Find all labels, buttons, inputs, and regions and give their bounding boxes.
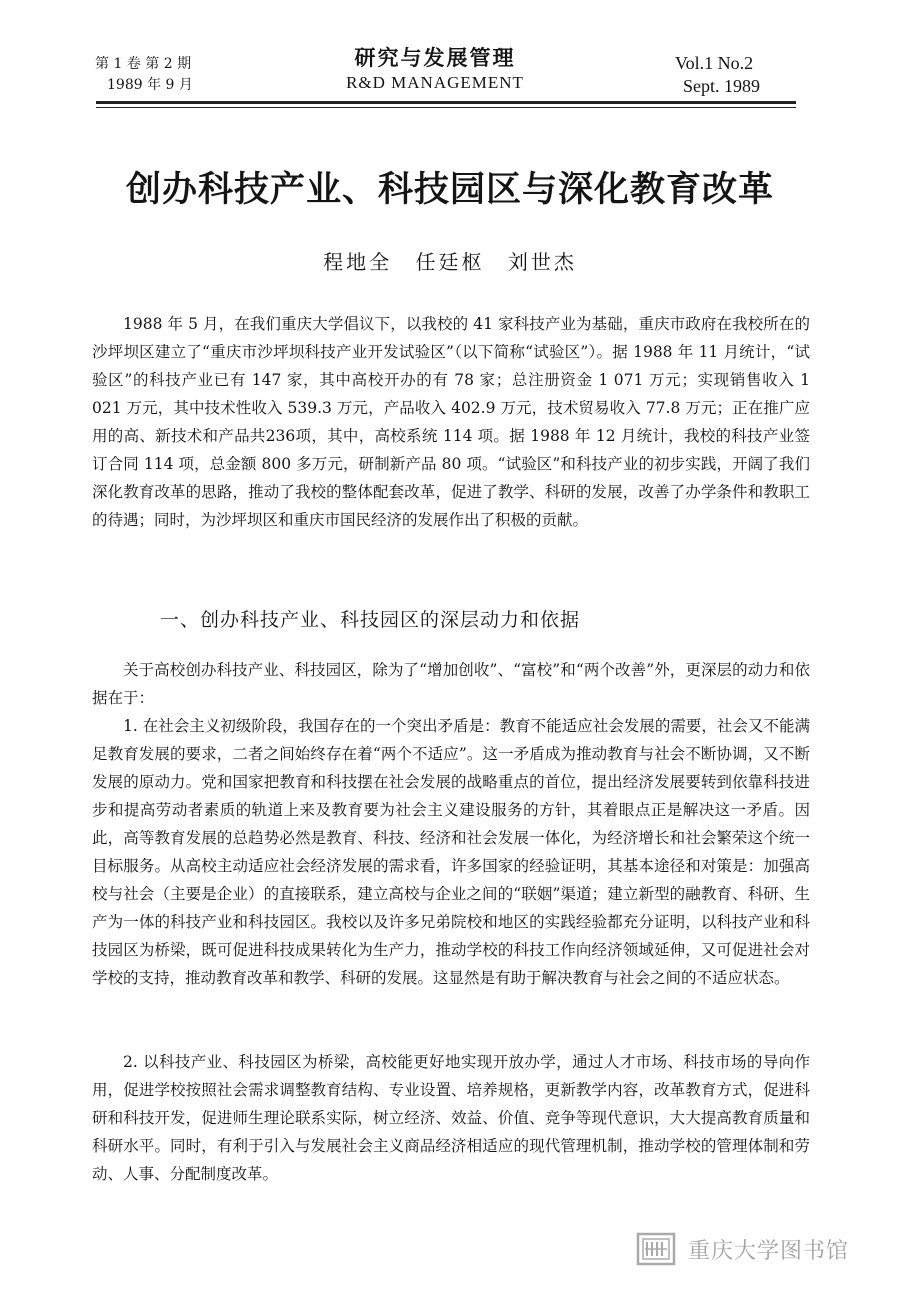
- journal-name-cn: 研究与发展管理: [354, 45, 516, 70]
- article-authors: 程地全 任廷枢 刘世杰: [323, 250, 577, 274]
- header-right: [675, 52, 760, 98]
- section-heading: 一、创办科技产业、科技园区的深层动力和依据: [160, 609, 581, 631]
- date-en: Sept. 1989: [683, 76, 761, 96]
- point-2-paragraph: 2. 以科技产业、科技园区为桥梁，高校能更好地实现开放办学，通过人才市场、科技市场的导向作用，促进学校按照社会需求调整教育结构、专业设置、培养规格，更新教学内容，改革教育方式，促进科研和科技开发，促进师生理论联系实际，树立经济、效益、价值、竞争等现代意识，大大提高教育质量和科研水平。同时，有利于引入与发展社会主义商品经济相适应的现代管理机制，推动学校的管理体制和劳动、人事、分配制度改革。: [92, 1053, 811, 1183]
- section-lead-paragraph: 关于高校创办科技产业、科技园区，除为了“增加创收”、“富校”和“两个改善”外，更深层的动力和依据在于：: [92, 661, 810, 707]
- header-left: [95, 54, 193, 96]
- library-watermark: [636, 1232, 849, 1266]
- article-title: 创办科技产业、科技园区与深化教育改革: [125, 170, 774, 210]
- point-1-paragraph: 1. 在社会主义初级阶段，我国存在的一个突出矛盾是：教育不能适应社会发展的需要，社会又不能满足教育发展的要求，二者之间始终存在着“两个不适应”。这一矛盾成为推动教育与社会不断协调，又不断发展的原动力。党和国家把教育和科技摆在社会发展的战略重点的首位，提出经济发展要转到依靠科技进步和提高劳动者素质的轨道上来及教育要为社会主义建设服务的方针，其着眼点正是解决这一矛盾。因此，高等教育发展的总趋势必然是教育、科技、经济和社会发展一体化，为经济增长和社会繁荣这个统一目标服务。从高校主动适应社会经济发展的需求看，许多国家的经验证明，其基本途径和对策是：加强高校与社会（主要是企业）的直接联系，建立高校与企业之间的“联姻”渠道；建立新型的融教育、科研、生产为一体的科技产业和科技园区。我校以及许多兄弟院校和地区的实践经验都充分证明，以科技产业和科技园区为桥梁，既可促进科技成果转化为生产力，推动学校的科技工作向经济领域延伸，又可促进社会对学校的支持，推动教育改革和教学、科研的发展。这显然是有助于解决教育与社会之间的不适应状态。: [92, 717, 810, 987]
- volume-issue-en: Vol.1 No.2: [675, 53, 754, 73]
- header-rule-thin: [96, 107, 796, 108]
- intro-paragraph: 1988 年 5 月，在我们重庆大学倡议下，以我校的 41 家科技产业为基础，重庆市政府在我校所在的沙坪坝区建立了“重庆市沙坪坝科技产业开发试验区”（以下简称“试验区”）。据 1988 年 11 月统计，“试验区”的科技产业已有 147 家，其中高校开办的有 78 家；总注册资金 1 071 万元；实现销售收入 1 021 万元，其中技术性收入 539.3 万元，产品收入 402.9 万元，技术贸易收入 77.8 万元；正在推广应用的高、新技术和产品共236项，其中，高校系统 114 项。据 1988 年 12 月统计，我校的科技产业签订合同 114 项，总金额 800 多万元，研制新产品 80 项。“试验区”和科技产业的初步实践，开阔了我们深化教育改革的思路，推动了我校的整体配套改革，促进了教学、科研的发展，改善了办学条件和教职工的待遇；同时，为沙坪坝区和重庆市国民经济的发展作出了积极的贡献。: [92, 315, 810, 529]
- header-rule-thick: [96, 101, 796, 104]
- library-logo-icon: [636, 1232, 676, 1266]
- date-cn: 1989 年 9 月: [107, 77, 193, 93]
- journal-name: [310, 44, 560, 94]
- journal-name-en: R&D MANAGEMENT: [346, 73, 524, 92]
- volume-issue-cn: 第 1 卷 第 2 期: [95, 56, 192, 72]
- watermark-text: 重庆大学图书馆: [688, 1238, 850, 1264]
